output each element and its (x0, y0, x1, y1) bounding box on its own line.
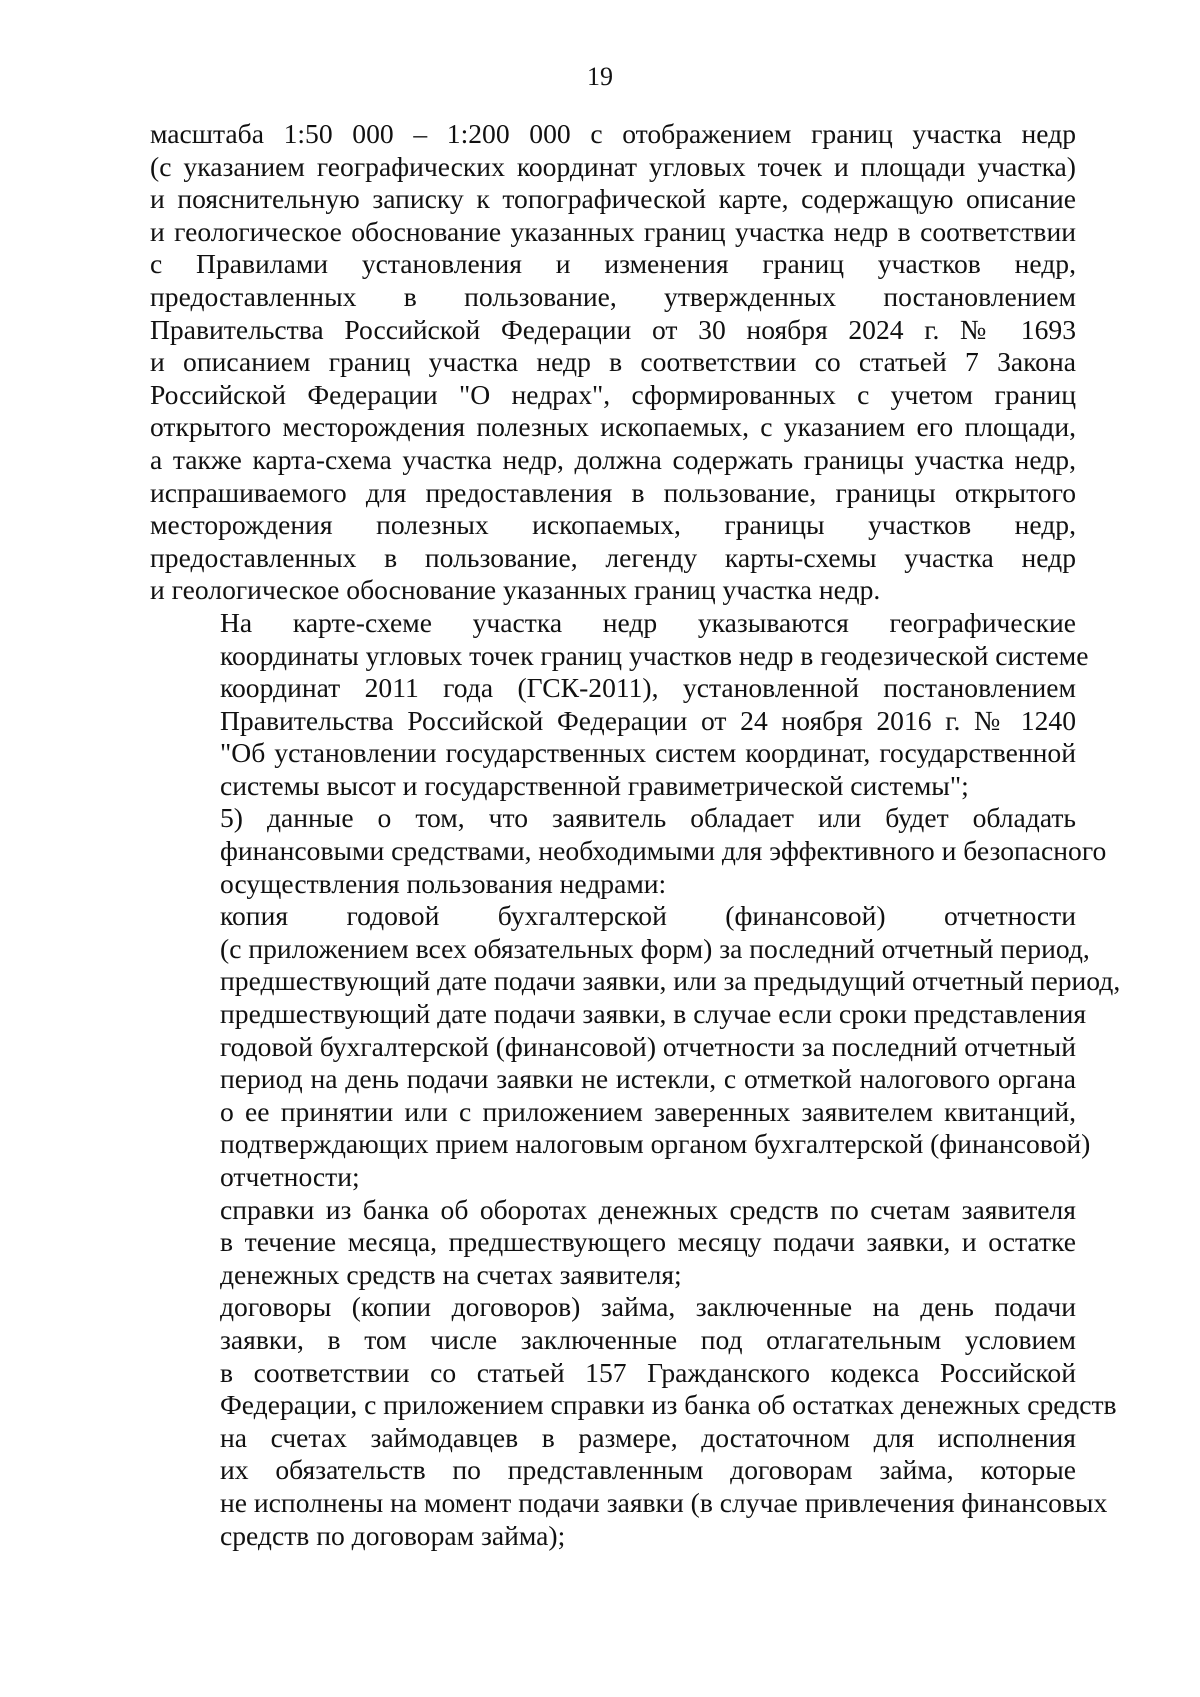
text-line: подтверждающих прием налоговым органом бухгалтерской (финансовой) (220, 1128, 1091, 1160)
text-line: координат 2011 года (ГСК-2011), установленной постановлением (220, 672, 1076, 704)
text-line: в течение месяца, предшествующего месяцу подачи заявки, и остатке (220, 1226, 1076, 1258)
text-line: а также карта-схема участка недр, должна содержать границы участка недр, (150, 443, 1076, 475)
text-line: (с указанием географических координат угловых точек и площади участка) (150, 150, 1076, 182)
text-line: предоставленных в пользование, легенду карты-схемы участка недр (150, 541, 1076, 573)
paragraph-p5 (150, 1194, 1076, 1292)
text-line: и описанием границ участка недр в соответствии со статьей 7 Закона (150, 346, 1076, 378)
text-line: о ее принятии или с приложением заверенных заявителем квитанций, (220, 1095, 1076, 1127)
text-line: месторождения полезных ископаемых, границы участков недр, (150, 509, 1076, 541)
text-line: период на день подачи заявки не истекли, с отметкой налогового органа (220, 1063, 1076, 1095)
text-line: с Правилами установления и изменения границ участков недр, (150, 248, 1076, 280)
text-line: Правительства Российской Федерации от 24 ноября 2016 г. № 1240 (220, 704, 1076, 736)
text-line: Федерации, с приложением справки из банка об остатках денежных средств (220, 1389, 1117, 1421)
text-line: годовой бухгалтерской (финансовой) отчетности за последний отчетный (220, 1030, 1076, 1062)
text-line: справки из банка об оборотах денежных средств по счетам заявителя (220, 1193, 1076, 1225)
text-line: не исполнены на момент подачи заявки (в случае привлечения финансовых (220, 1486, 1108, 1518)
text-line: договоры (копии договоров) займа, заключенные на день подачи (220, 1291, 1076, 1323)
text-line: 5) данные о том, что заявитель обладает или будет обладать (220, 802, 1076, 834)
text-line: "Об установлении государственных систем координат, государственной (220, 737, 1076, 769)
text-line: На карте-схеме участка недр указываются географические (220, 606, 1076, 638)
text-line: системы высот и государственной гравиметрической системы"; (220, 769, 969, 801)
page-number: 19 (587, 62, 613, 91)
text-line: масштаба 1:50 000 – 1:200 000 с отображением границ участка недр (150, 118, 1076, 149)
paragraph-p3 (150, 802, 1107, 900)
text-line: испрашиваемого для предоставления в пользование, границы открытого (150, 476, 1076, 508)
text-line: средств по договорам займа); (220, 1519, 566, 1551)
text-line: предшествующий дате подачи заявки, или за предыдущий отчетный период, (220, 965, 1121, 997)
text-line: открытого месторождения полезных ископаемых, с указанием его площади, (150, 411, 1076, 443)
text-line: отчетности; (220, 1161, 360, 1192)
paragraph-p2 (150, 606, 1089, 803)
text-line: денежных средств на счетах заявителя; (220, 1258, 682, 1290)
document-body (150, 118, 1121, 1552)
text-line: Российской Федерации "О недрах", сформированных с учетом границ (150, 378, 1076, 410)
text-line: предоставленных в пользование, утвержденных постановлением (150, 280, 1076, 312)
text-line: и геологическое обоснование указанных границ участка недр. (150, 574, 881, 606)
text-line: в соответствии со статьей 157 Гражданского кодекса Российской (220, 1356, 1076, 1388)
text-line: координаты угловых точек границ участков недр в геодезической системе (220, 639, 1089, 671)
text-line: их обязательств по представленным договорам займа, которые (220, 1454, 1076, 1486)
text-line: на счетах займодавцев в размере, достаточном для исполнения (220, 1421, 1076, 1453)
text-line: осуществления пользования недрами: (220, 867, 667, 899)
text-line: предшествующий дате подачи заявки, в случае если сроки представления (220, 998, 1087, 1030)
paragraph-p1 (150, 118, 1076, 607)
text-line: и геологическое обоснование указанных границ участка недр в соответствии (150, 215, 1076, 247)
text-line: (с приложением всех обязательных форм) за последний отчетный период, (220, 932, 1090, 964)
text-line: заявки, в том числе заключенные под отлагательным условием (220, 1323, 1076, 1355)
text-line: и пояснительную записку к топографической карте, содержащую описание (150, 183, 1076, 215)
paragraph-p6 (150, 1291, 1117, 1552)
text-line: финансовыми средствами, необходимыми для эффективного и безопасного (220, 835, 1107, 867)
text-line: Правительства Российской Федерации от 30 ноября 2024 г. № 1693 (150, 313, 1076, 345)
text-line: копия годовой бухгалтерской (финансовой) отчетности (220, 900, 1076, 932)
paragraph-p4 (150, 900, 1121, 1193)
